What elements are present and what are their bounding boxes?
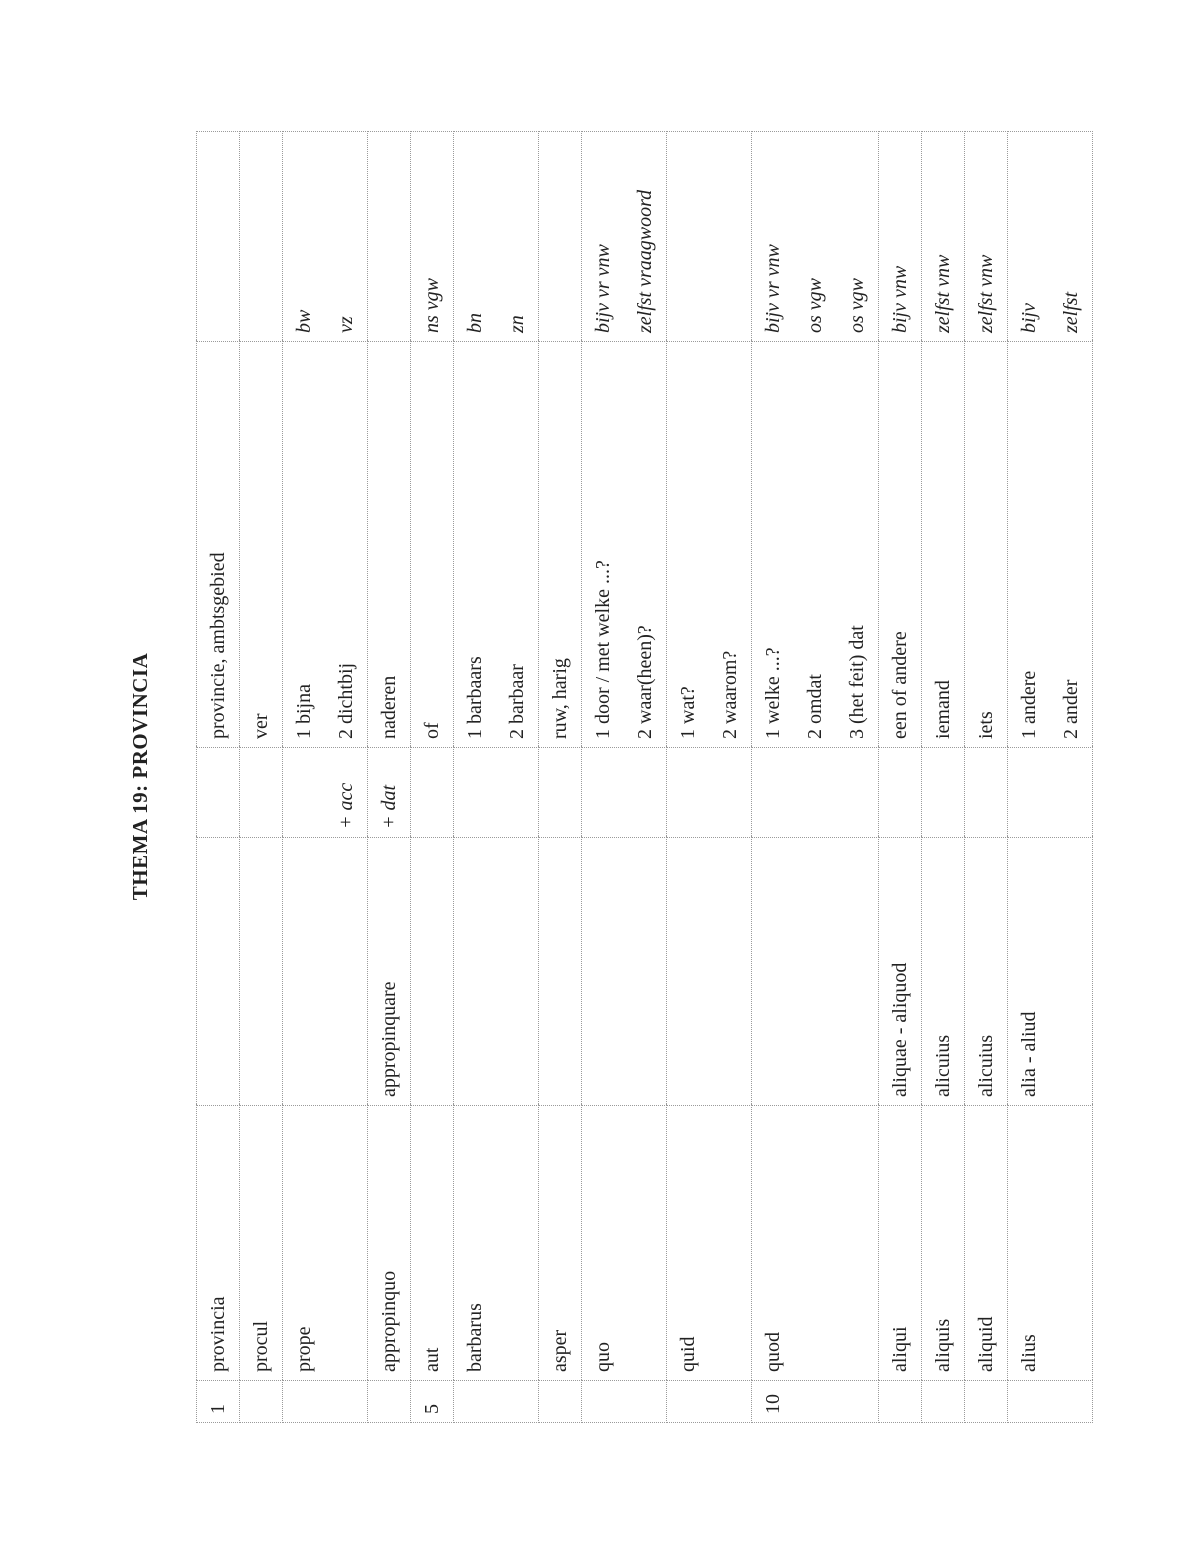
table-row (582, 132, 667, 1423)
dutch-meaning: 2 ander (1060, 679, 1082, 739)
case-annotation (1008, 756, 1050, 829)
row-number (582, 1381, 667, 1423)
word-forms (752, 838, 879, 1106)
latin-word: provincia (197, 1106, 240, 1381)
part-of-speech: zn (506, 315, 528, 333)
case-annotation-cell (539, 748, 582, 838)
dutch-meaning: 2 waar(heen)? (634, 625, 656, 739)
row-number (368, 1381, 411, 1423)
word-forms: alicuius (965, 838, 1008, 1106)
row-number (879, 1381, 922, 1423)
dutch-meaning: 3 (het feit) dat (846, 625, 868, 739)
case-annotation (197, 756, 239, 829)
part-of-speech-cell (368, 132, 411, 342)
table-row (879, 132, 922, 1423)
case-annotation: + acc (335, 782, 357, 829)
part-of-speech (240, 140, 282, 333)
dutch-meaning-cell (667, 342, 752, 748)
case-annotation (752, 756, 794, 829)
dutch-meaning: iets (975, 711, 997, 739)
dutch-meaning-cell (752, 342, 879, 748)
row-number: 1 (197, 1381, 240, 1423)
vocabulary-table (196, 131, 1093, 1423)
dutch-meaning: 2 waarom? (719, 650, 741, 739)
table-row (922, 132, 965, 1423)
part-of-speech: zelfst vnw (975, 254, 997, 333)
dutch-meaning: provincie, ambtsgebied (207, 552, 229, 739)
case-annotation (582, 756, 624, 829)
word-forms (667, 838, 752, 1106)
part-of-speech: zelfst (1060, 291, 1082, 333)
part-of-speech: bijv vnw (889, 265, 911, 333)
part-of-speech: bw (293, 309, 315, 333)
case-annotation (283, 756, 325, 829)
word-forms (454, 838, 539, 1106)
case-annotation-cell (1008, 748, 1093, 838)
table-row (965, 132, 1008, 1423)
latin-word: barbarus (454, 1106, 539, 1381)
latin-word: alius (1008, 1106, 1093, 1381)
row-number (1008, 1381, 1093, 1423)
dutch-meaning-cell (1008, 342, 1093, 748)
dutch-meaning: of (421, 722, 443, 739)
case-annotation-cell (879, 748, 922, 838)
word-forms: appropinquare (368, 838, 411, 1106)
latin-word: prope (283, 1106, 368, 1381)
table-row (752, 132, 879, 1423)
part-of-speech: zelfst vnw (932, 254, 954, 333)
row-number (922, 1381, 965, 1423)
case-annotation-cell (922, 748, 965, 838)
dutch-meaning-cell (240, 342, 283, 748)
part-of-speech-cell (197, 132, 240, 342)
word-forms (197, 838, 240, 1106)
case-annotation: + dat (378, 784, 400, 829)
latin-word: procul (240, 1106, 283, 1381)
dutch-meaning: 2 barbaar (506, 664, 528, 739)
part-of-speech: bijv vr vnw (762, 244, 784, 333)
part-of-speech (368, 140, 410, 333)
case-annotation (922, 756, 964, 829)
row-number (539, 1381, 582, 1423)
part-of-speech: os vgw (846, 278, 868, 333)
vocabulary-table-body (197, 132, 1093, 1423)
case-annotation (539, 756, 581, 829)
part-of-speech-cell (539, 132, 582, 342)
case-annotation-cell (454, 748, 539, 838)
table-row (1008, 132, 1093, 1423)
case-annotation (496, 756, 538, 829)
dutch-meaning-cell (411, 342, 454, 748)
part-of-speech: bn (464, 313, 486, 333)
table-row (539, 132, 582, 1423)
case-annotation (411, 756, 453, 829)
part-of-speech-cell (240, 132, 283, 342)
case-annotation (1050, 756, 1092, 829)
row-number (454, 1381, 539, 1423)
table-row (197, 132, 240, 1423)
part-of-speech-cell (752, 132, 879, 342)
case-annotation (240, 756, 282, 829)
latin-word: aliqui (879, 1106, 922, 1381)
dutch-meaning: 1 andere (1018, 670, 1040, 739)
dutch-meaning-cell (922, 342, 965, 748)
latin-word: quid (667, 1106, 752, 1381)
dutch-meaning: 1 welke ...? (762, 647, 784, 739)
part-of-speech (197, 140, 239, 333)
case-annotation-cell (197, 748, 240, 838)
part-of-speech: ns vgw (421, 278, 443, 333)
dutch-meaning: ruw, harig (549, 658, 571, 739)
latin-word: aliquid (965, 1106, 1008, 1381)
part-of-speech (539, 140, 581, 333)
dutch-meaning-cell (368, 342, 411, 748)
word-forms (283, 838, 368, 1106)
latin-word: asper (539, 1106, 582, 1381)
dutch-meaning: ver (250, 713, 272, 739)
word-forms: alia - aliud (1008, 838, 1093, 1106)
part-of-speech-cell (1008, 132, 1093, 342)
table-row (411, 132, 454, 1423)
part-of-speech-cell (667, 132, 752, 342)
part-of-speech: vz (335, 316, 357, 333)
part-of-speech (667, 140, 709, 333)
part-of-speech-cell (454, 132, 539, 342)
latin-word: quod (752, 1106, 879, 1381)
case-annotation-cell (411, 748, 454, 838)
case-annotation (965, 756, 1007, 829)
table-row (283, 132, 368, 1423)
row-number (667, 1381, 752, 1423)
part-of-speech-cell (283, 132, 368, 342)
row-number (240, 1381, 283, 1423)
part-of-speech (709, 140, 751, 333)
row-number: 5 (411, 1381, 454, 1423)
part-of-speech-cell (965, 132, 1008, 342)
dutch-meaning: 2 dichtbij (335, 662, 357, 739)
part-of-speech: bijv (1018, 303, 1040, 333)
dutch-meaning-cell (539, 342, 582, 748)
part-of-speech-cell (922, 132, 965, 342)
case-annotation-cell (965, 748, 1008, 838)
dutch-meaning-cell (197, 342, 240, 748)
part-of-speech-cell (879, 132, 922, 342)
dutch-meaning-cell (965, 342, 1008, 748)
part-of-speech: bijv vr vnw (592, 244, 614, 333)
part-of-speech: zelfst vraagwoord (634, 189, 656, 333)
table-row (368, 132, 411, 1423)
dutch-meaning: een of andere (889, 631, 911, 739)
dutch-meaning: naderen (378, 675, 400, 739)
case-annotation (794, 756, 836, 829)
dutch-meaning-cell (283, 342, 368, 748)
case-annotation-cell (582, 748, 667, 838)
latin-word: quo (582, 1106, 667, 1381)
word-forms (240, 838, 283, 1106)
case-annotation (667, 756, 709, 829)
case-annotation (454, 756, 496, 829)
dutch-meaning: 1 barbaars (464, 656, 486, 739)
dutch-meaning-cell (454, 342, 539, 748)
word-forms: alicuius (922, 838, 965, 1106)
part-of-speech: os vgw (804, 278, 826, 333)
row-number (965, 1381, 1008, 1423)
page-title: THEMA 19: PROVINCIA (128, 652, 152, 901)
case-annotation (709, 756, 751, 829)
case-annotation-cell (667, 748, 752, 838)
case-annotation (836, 756, 878, 829)
latin-word: aut (411, 1106, 454, 1381)
dutch-meaning-cell (582, 342, 667, 748)
dutch-meaning: 2 omdat (804, 674, 826, 739)
table-row (240, 132, 283, 1423)
row-number (283, 1381, 368, 1423)
dutch-meaning: 1 wat? (677, 686, 699, 739)
row-number: 10 (752, 1381, 879, 1423)
part-of-speech-cell (411, 132, 454, 342)
part-of-speech-cell (582, 132, 667, 342)
case-annotation-cell (283, 748, 368, 838)
case-annotation-cell (752, 748, 879, 838)
case-annotation (624, 756, 666, 829)
case-annotation (879, 756, 921, 829)
table-row (667, 132, 752, 1423)
word-forms: aliquae - aliquod (879, 838, 922, 1106)
table-row (454, 132, 539, 1423)
case-annotation-cell (368, 748, 411, 838)
word-forms (411, 838, 454, 1106)
dutch-meaning: 1 bijna (293, 684, 315, 739)
dutch-meaning: 1 door / met welke ...? (592, 560, 614, 739)
dutch-meaning-cell (879, 342, 922, 748)
word-forms (582, 838, 667, 1106)
latin-word: aliquis (922, 1106, 965, 1381)
dutch-meaning: iemand (932, 680, 954, 739)
latin-word: appropinquo (368, 1106, 411, 1381)
word-forms (539, 838, 582, 1106)
case-annotation-cell (240, 748, 283, 838)
